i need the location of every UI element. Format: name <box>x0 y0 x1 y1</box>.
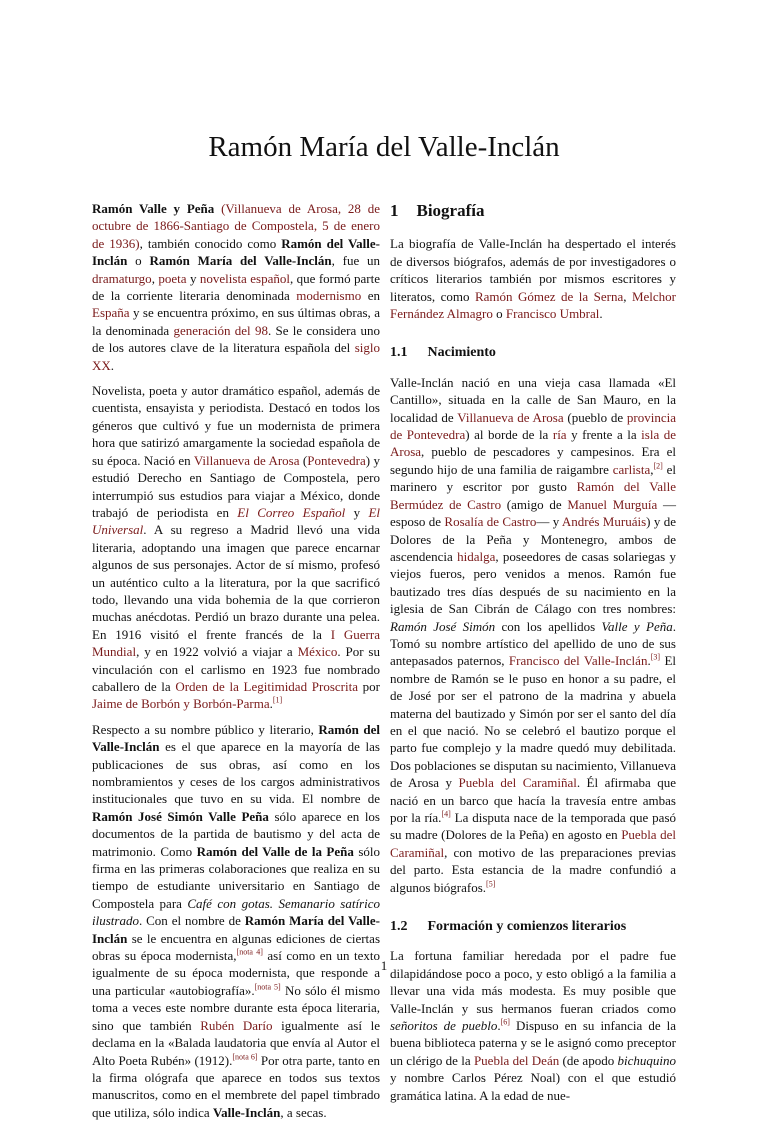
text-run: Novelista, poeta y autor dramático español, además de cuentista, ensayista y periodista. Destacó en todos los géneros que cultivó y fue un modernista de primera hora que satirizó amargamente la sociedad española de su época. Nació en <box>92 383 380 468</box>
text-run: Ramón José Simón <box>390 618 496 634</box>
wiki-link[interactable]: Manuel Murguía <box>567 496 658 512</box>
reference-link[interactable]: [6] <box>500 1017 510 1027</box>
bold-text: Ramón del Valle de la Peña <box>196 843 354 859</box>
wiki-link[interactable]: Puebla del Caramiñal <box>458 775 577 791</box>
wiki-link[interactable]: (Villanueva de Arosa, 28 de octubre de 1866-Santiago de Compostela, 5 de enero de 1936) <box>92 201 381 251</box>
text-run: , que formó parte de la corriente literaria denominada <box>92 270 381 304</box>
subsection-title: Formación y comienzos literarios <box>427 919 627 935</box>
text-run: . Con el nombre de <box>138 913 245 929</box>
text-run: , poseedores de casas solariegas y viejos fueros, pero venidos a menos. Ramón fue bautizado tres días después de su nacimiento en la iglesia de San Cibrán de Cálago con tres nombres: <box>390 548 677 617</box>
text-run: (amigo de <box>501 496 568 512</box>
wiki-link[interactable]: provincia de Pontevedra <box>390 409 676 443</box>
text-run: . <box>647 653 651 669</box>
wiki-link[interactable]: Rosalía de Castro <box>444 514 537 530</box>
wiki-link[interactable]: Andrés Muruáis <box>561 514 647 530</box>
bold-text: Ramón del Valle-Inclán <box>92 721 380 755</box>
wiki-link[interactable]: México <box>297 644 338 660</box>
reference-link[interactable]: [nota 5] <box>254 982 281 992</box>
bold-text: Ramón Valle y Peña <box>92 201 215 216</box>
wiki-link[interactable]: El Correo Español <box>237 504 346 520</box>
text-run: . Tomó su nombre artístico del apellido de uno de sus antepasados paternos, <box>390 618 676 669</box>
reference-link[interactable]: [2] <box>653 461 663 471</box>
text-run: por <box>357 678 380 694</box>
wiki-link[interactable]: modernismo <box>296 288 362 304</box>
bold-text: Ramón María del Valle-Inclán <box>92 913 380 946</box>
text-run: — y <box>536 514 562 530</box>
text-run: sólo aparece en los documentos de la partida de bautismo y del acta de matrimonio. Como <box>92 808 380 859</box>
wiki-link[interactable]: generación del 98 <box>173 322 268 338</box>
text-run: , fue un <box>331 253 380 269</box>
text-run: , también conocido como <box>139 235 282 251</box>
text-run: . <box>110 357 115 373</box>
wiki-link[interactable]: siglo XX <box>92 340 380 373</box>
text-run: y <box>186 270 200 286</box>
wiki-link[interactable]: Pontevedra <box>307 452 366 468</box>
name-paragraph <box>92 721 380 1121</box>
text-run: o <box>492 306 506 322</box>
text-run: Respecto a su nombre público y literario, <box>92 721 319 737</box>
text-run: . <box>599 306 603 322</box>
wiki-link[interactable]: hidalga <box>457 548 496 564</box>
reference-link[interactable]: [1] <box>272 696 283 706</box>
wiki-link[interactable]: carlista <box>612 461 651 477</box>
subsection-title: Nacimiento <box>427 345 496 361</box>
wiki-link[interactable]: Puebla del Caramiñal <box>390 827 676 860</box>
wiki-link[interactable]: novelista español <box>199 270 290 286</box>
text-run: Valle y Peña <box>601 618 673 634</box>
text-run: (pueblo de <box>563 409 627 425</box>
summary-paragraph <box>92 382 380 713</box>
text-run: La disputa nace de la temporada que pasó su madre (Dolores de la Peña) en agosto en <box>390 810 677 843</box>
text-run: , <box>650 461 654 477</box>
text-run: y <box>345 504 369 520</box>
text-run: con los apellidos <box>495 618 602 634</box>
text-run: Café con gotas. Semanario satírico ilustrado <box>92 895 380 929</box>
text-run: Por otra parte, tanto en la firma ológrafa que aparece en todos sus textos manuscritos, como en el membrete del papel timbrado que utiliza, sólo indica <box>92 1052 381 1120</box>
text-run: —esposo de <box>390 496 677 530</box>
biografia-paragraph <box>390 235 676 322</box>
wiki-link[interactable]: Villanueva de Arosa <box>457 409 564 425</box>
text-run: en <box>361 288 380 304</box>
subsection-heading-formacion <box>390 918 676 935</box>
wiki-link[interactable]: isla de Arosa <box>390 427 676 460</box>
text-run: bichuquino <box>617 1052 676 1068</box>
wiki-link[interactable]: poeta <box>158 270 187 286</box>
subsection-number: 1.2 <box>390 919 408 935</box>
text-run: ) al borde de la <box>465 427 553 443</box>
page-number: 1 <box>380 958 388 973</box>
text-run: . <box>269 696 273 712</box>
text-run: o <box>127 253 150 269</box>
reference-link[interactable]: [5] <box>486 879 496 889</box>
reference-link[interactable]: [4] <box>441 809 451 819</box>
text-run: así como en un texto igualmente de su época modernista, que responde a una particular «autobiografía». <box>92 948 380 998</box>
section-number: 1 <box>390 201 399 220</box>
left-column <box>92 200 380 1129</box>
wiki-link[interactable]: Rubén Darío <box>200 1017 273 1033</box>
text-run: . <box>497 1018 501 1034</box>
bold-text: Valle-Inclán <box>212 1104 281 1120</box>
text-run: ) y de Dolores de la Peña y Montenegro, ambos de ascendencia <box>390 514 676 564</box>
page-title: Ramón María del Valle-Inclán <box>208 131 560 164</box>
text-run: , y en 1922 volvió a viajar a <box>136 644 298 660</box>
text-run: es el que aparece en la mayoría de las publicaciones de sus obras, así como en los nombramientos y ceses de los cargos administrativos institucionales que tuvo en su vida. El nombre de <box>92 739 380 807</box>
wiki-link[interactable]: El Universal <box>92 504 380 538</box>
bold-text: Ramón María del Valle-Inclán <box>149 253 332 269</box>
intro-paragraph <box>92 200 380 374</box>
reference-link[interactable]: [nota 6] <box>232 1052 258 1062</box>
text-run: . Él afirmaba que nació en un barco que hacía la travesía entre ambas por la ría. <box>390 775 676 825</box>
text-run: El nombre de Ramón se le puso en honor a su padre, el de José por ser el patrono de la madrina y abuela materna del bautizado y Simón por ser el santo del día en el que nació. No se celebró el bautizo porque el parto fue complejo y la madre quedó muy debilitada. Dos poblaciones se disputan su nacimiento, Villanueva de Arosa y <box>390 653 677 791</box>
text-run: , <box>623 288 632 304</box>
text-run: Valle-Inclán nació en una vieja casa llamada «El Cantillo», situada en la calle de San Mauro, en la localidad de <box>390 374 676 425</box>
subsection-number: 1.1 <box>390 345 408 361</box>
text-run: sólo firma en las primeras colaboraciones que realiza en su tiempo de estudiante universitario en Santiago de Compostela para <box>92 843 380 911</box>
wiki-link[interactable]: I Guerra Mundial <box>92 626 380 660</box>
text-run: y frente a la <box>566 427 642 443</box>
bold-text: Ramón José Simón Valle Peña <box>92 808 269 824</box>
text-run: el marinero y escritor por gusto <box>390 461 676 495</box>
wiki-link[interactable]: Puebla del Deán <box>473 1052 560 1068</box>
wiki-link[interactable]: España <box>92 305 130 321</box>
text-run: , con motivo de las preparaciones previas del parto. Esta estancia de la madre confundió a algunos biógrafos. <box>390 844 676 895</box>
wiki-link[interactable]: Francisco Umbral <box>505 306 600 322</box>
text-run: señoritos de pueblo <box>390 1018 498 1034</box>
text-run: (de apodo <box>559 1052 618 1068</box>
bold-text: Ramón del Valle-Inclán <box>92 235 380 269</box>
text-run: . Por su vinculación con el carlismo en 1923 fue nombrado caballero de la <box>92 644 380 694</box>
wiki-link[interactable]: Melchor Fernández Almagro <box>390 288 677 322</box>
section-heading-biografia <box>390 202 676 219</box>
text-run: y se encuentra próximo, en sus últimas obras, a la denominada <box>92 305 380 338</box>
reference-link[interactable]: [3] <box>650 653 661 663</box>
text-run: ) y estudió Derecho en Santiago de Compostela, pero interrumpió sus estudios para viajar a México, donde trabajó de periodista en <box>92 452 380 520</box>
text-run: igualmente así le declama en la «Balada laudatoria que envía al Autor el Alto Poeta Rubén» (1912). <box>92 1017 380 1068</box>
right-column <box>390 200 676 1112</box>
wiki-link[interactable]: Orden de la Legitimidad Proscrita <box>175 678 358 694</box>
text-run: se le encuentra en algunas ediciones de ciertas obras su época modernista, <box>92 930 380 964</box>
wiki-link[interactable]: ría <box>552 427 567 443</box>
text-run: La biografía de Valle-Inclán ha despertado el interés de diversos biógrafos, además de por investigadores o críticos literarios también por mismos escritores y literatos, como <box>390 236 676 304</box>
wiki-link[interactable]: Ramón del Valle Bermúdez de Castro <box>390 479 676 512</box>
text-run: La fortuna familiar heredada por el padre fue dilapidándose poco a poco, y esto obligó a la familia a llevar una vida más modesta. Es muy posible que Valle-Inclán y sus hermanos fueran criados como <box>390 948 676 1016</box>
text-run: . A su regreso a Madrid llevó una vida literaria, adoptando una imagen que parece encarnar algunos de sus personajes. Actor de sí mismo, profesó un auténtico culto a la literatura, por la que sacrificó todo, llevando una vida bohemia de la que corrieron muchas anécdotas. Perdió un brazo durante una pelea. En 1916 visitó el frente francés de la <box>92 522 380 642</box>
text-run: , a secas. <box>280 1104 327 1120</box>
text-run: Dispuso en su infancia de la buena biblioteca paterna y se le asignó como preceptor un clérigo de la <box>390 1018 676 1068</box>
section-title: Biografía <box>416 201 485 220</box>
text-run: , pueblo de pescadores y campesinos. Era el segundo hijo de una familia de raigambre <box>390 444 676 477</box>
wiki-link[interactable]: Francisco del Valle-Inclán <box>508 653 648 669</box>
nacimiento-paragraph <box>390 374 676 896</box>
text-run: y nombre Carlos Pérez Noal) con el que estudió gramática latina. A la edad de nue- <box>390 1070 676 1103</box>
subsection-heading-nacimiento <box>390 344 676 361</box>
wiki-link[interactable]: Villanueva de Arosa <box>193 452 300 468</box>
reference-link[interactable]: [nota 4] <box>236 947 263 957</box>
wiki-link[interactable]: Jaime de Borbón y Borbón-Parma <box>92 696 270 712</box>
text-run: , <box>151 270 159 286</box>
text-run: No sólo él mismo toma a veces este nombre durante esta época literaria, sino que también <box>92 982 380 1033</box>
wiki-link[interactable]: dramaturgo <box>92 270 152 286</box>
text-run: ( <box>299 452 308 468</box>
wiki-link[interactable]: Ramón Gómez de la Serna <box>474 288 624 304</box>
text-run: . Se le considera uno de los autores clave de la literatura española del <box>92 322 381 356</box>
